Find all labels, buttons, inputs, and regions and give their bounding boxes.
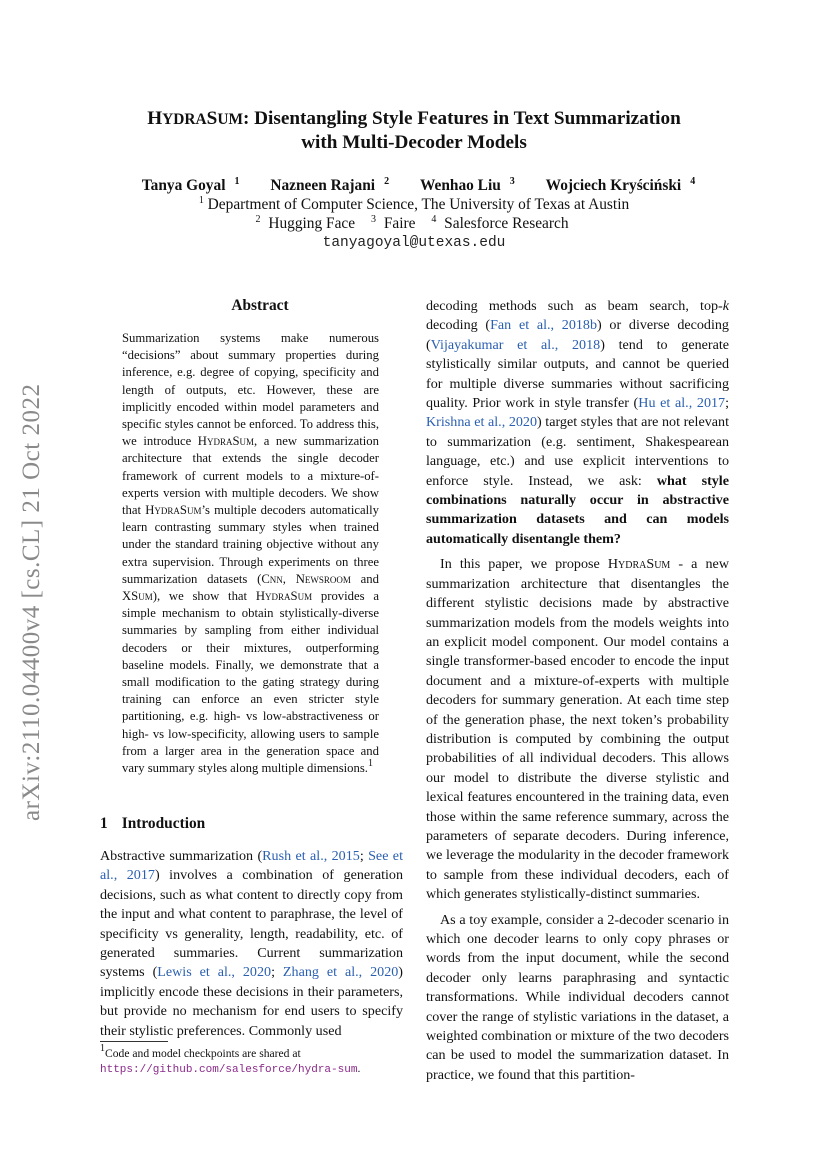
- author-list: [100, 177, 728, 195]
- title-line-2: with Multi-Decoder Models: [301, 132, 527, 153]
- author: Wojciech Kryściński $^4$: [545, 176, 696, 194]
- code-url-link[interactable]: https://github.com/salesforce/hydra-sum: [100, 1064, 358, 1076]
- citation-link[interactable]: Zhang et al., 2020: [282, 964, 399, 981]
- right-column: [426, 297, 729, 1085]
- author: Wenhao Liu $^3$: [419, 176, 515, 194]
- author: Tanya Goyal $^1$: [141, 176, 240, 194]
- citation-link[interactable]: Fan et al., 2018b: [490, 317, 598, 334]
- paragraph: decoding methods such as beam search, top-k decoding (Fan et al., 2018b) or diverse decoding (Vijayakumar et al., 2018) tend to generate stylistically similar outputs, and cannot be queried for multiple diverse summaries without sacrificing quality. Prior work in style transfer (Hu et al., 2017; Krishna et al., 2020) target styles that are not relevant to summarization (e.g. sentiment, Shakespearean language, etc.) and use explicit interventions to enforce style. Instead, we ask: what style combinations naturally occur in abstractive summarization datasets and can models automatically disentangle them?: [426, 298, 730, 547]
- author-email[interactable]: tanyagoyal@utexas.edu: [322, 235, 506, 251]
- citation-link[interactable]: Krishna et al., 2020: [426, 414, 538, 431]
- section-heading-introduction: 1 Introduction: [100, 815, 206, 832]
- paragraph: As a toy example, consider a 2-decoder scenario in which one decoder learns to only copy phrases or words from the input document, while the second decoder only learns paraphrasing and syntactic transformations. While individual decoders cannot cover the range of stylistic variations in the dataset, a weighted combination or mixture of the two decoders can be used to model the summarization dataset. In practice, we found that this partition-: [426, 911, 729, 1083]
- footnote-rule: [100, 1041, 168, 1042]
- citation-link[interactable]: Vijayakumar et al., 2018: [430, 336, 601, 353]
- introduction-body: Abstractive summarization (Rush et al., 2015; See et al., 2017) involves a combination of generation decisions, such as what content to directly copy from the input and what content to paraphrase, the level of specificity vs generality, length, readability, etc. of generated summaries. Current summarization systems (Lewis et al., 2020; Zhang et al., 2020) implicitly encode these decisions in their parameters, but provide no mechanism for end users to specify their stylistic preferences. Commonly used: [100, 848, 404, 1039]
- affiliation-1: $^1$ Department of Computer Science, The University of Texas at Austin: [198, 195, 630, 213]
- arxiv-stamp: arXiv:2110.04400v4 [cs.CL] 21 Oct 2022: [18, 383, 45, 821]
- footnote-mark[interactable]: 1: [367, 758, 373, 770]
- author: Nazneen Rajani $^2$: [270, 176, 390, 194]
- citation-link[interactable]: See et al., 2017: [100, 848, 403, 884]
- citation-link[interactable]: Lewis et al., 2020: [157, 964, 272, 981]
- abstract-body: Summarization systems make numerous “decisions” about summary properties during inference, e.g. degree of copying, specificity and length of outputs, etc. However, these are implicitly encoded within model parameters and specific styles cannot be enforced. To address this, we introduce HydraSum, a new summarization architecture that extends the single decoder framework of current models to a mixture-of-experts version with multiple decoders. We show that HydraSum’s multiple decoders automatically learn contrasting summary styles when trained under the standard training objective without any extra supervision. Through experiments on three summarization datasets (Cnn, Newsroom and XSum), we show that HydraSum provides a simple mechanism to obtain stylistically-diverse summaries by sampling from either individual decoders or their mixtures, outperforming baseline models. Finally, we demonstrate that a small modification to the gating strategy during training can enforce an even stricter style partitioning, e.g. high- vs low-abstractiveness or high- vs low-specificity, allowing users to sample from a larger area in the generation space and vary summary styles along multiple dimensions.$^1$: [122, 331, 380, 776]
- paper-title: [100, 107, 728, 154]
- research-question: what style combinations naturally occur in abstractive summarization datasets and can models automatically disentangle them?: [426, 472, 729, 547]
- title-line-1: HYDRASUM: Disentangling Style Features in Text Summarization: [147, 108, 681, 129]
- abstract-heading: Abstract: [231, 297, 289, 314]
- title-system-name: HYDRASUM: [147, 108, 243, 129]
- citation-link[interactable]: Rush et al., 2015: [262, 848, 360, 864]
- citation-link[interactable]: Hu et al., 2017: [638, 395, 726, 412]
- paragraph: In this paper, we propose HydraSum - a new summarization architecture that disentangles the different stylistic decisions made by abstractive summarization models from the models weights into an explicit model component. Our model contains a single transformer-based encoder to encode the input document and a mixture-of-experts with multiple decoders for summary generation. At each time step of the generation phase, the next token’s probability distribution is computed by combining the output probabilities of all individual decoders. This allows our model to distribute the diverse stylistic and lexical features encountered in the training data, even those within the same reference summary, across the parameters of separate decoders. During inference, we leverage the modularity in the decoder framework to sample from these individual decoders, each of which generates stylistically-distinct summaries.: [426, 556, 729, 903]
- affiliation-2-4: $^2$ Hugging Face $^3$ Faire $^4$ Salesforce Research: [255, 214, 569, 232]
- footnote: $^1$Code and model checkpoints are shared at https://github.com/salesforce/hydra-sum.: [100, 1043, 361, 1076]
